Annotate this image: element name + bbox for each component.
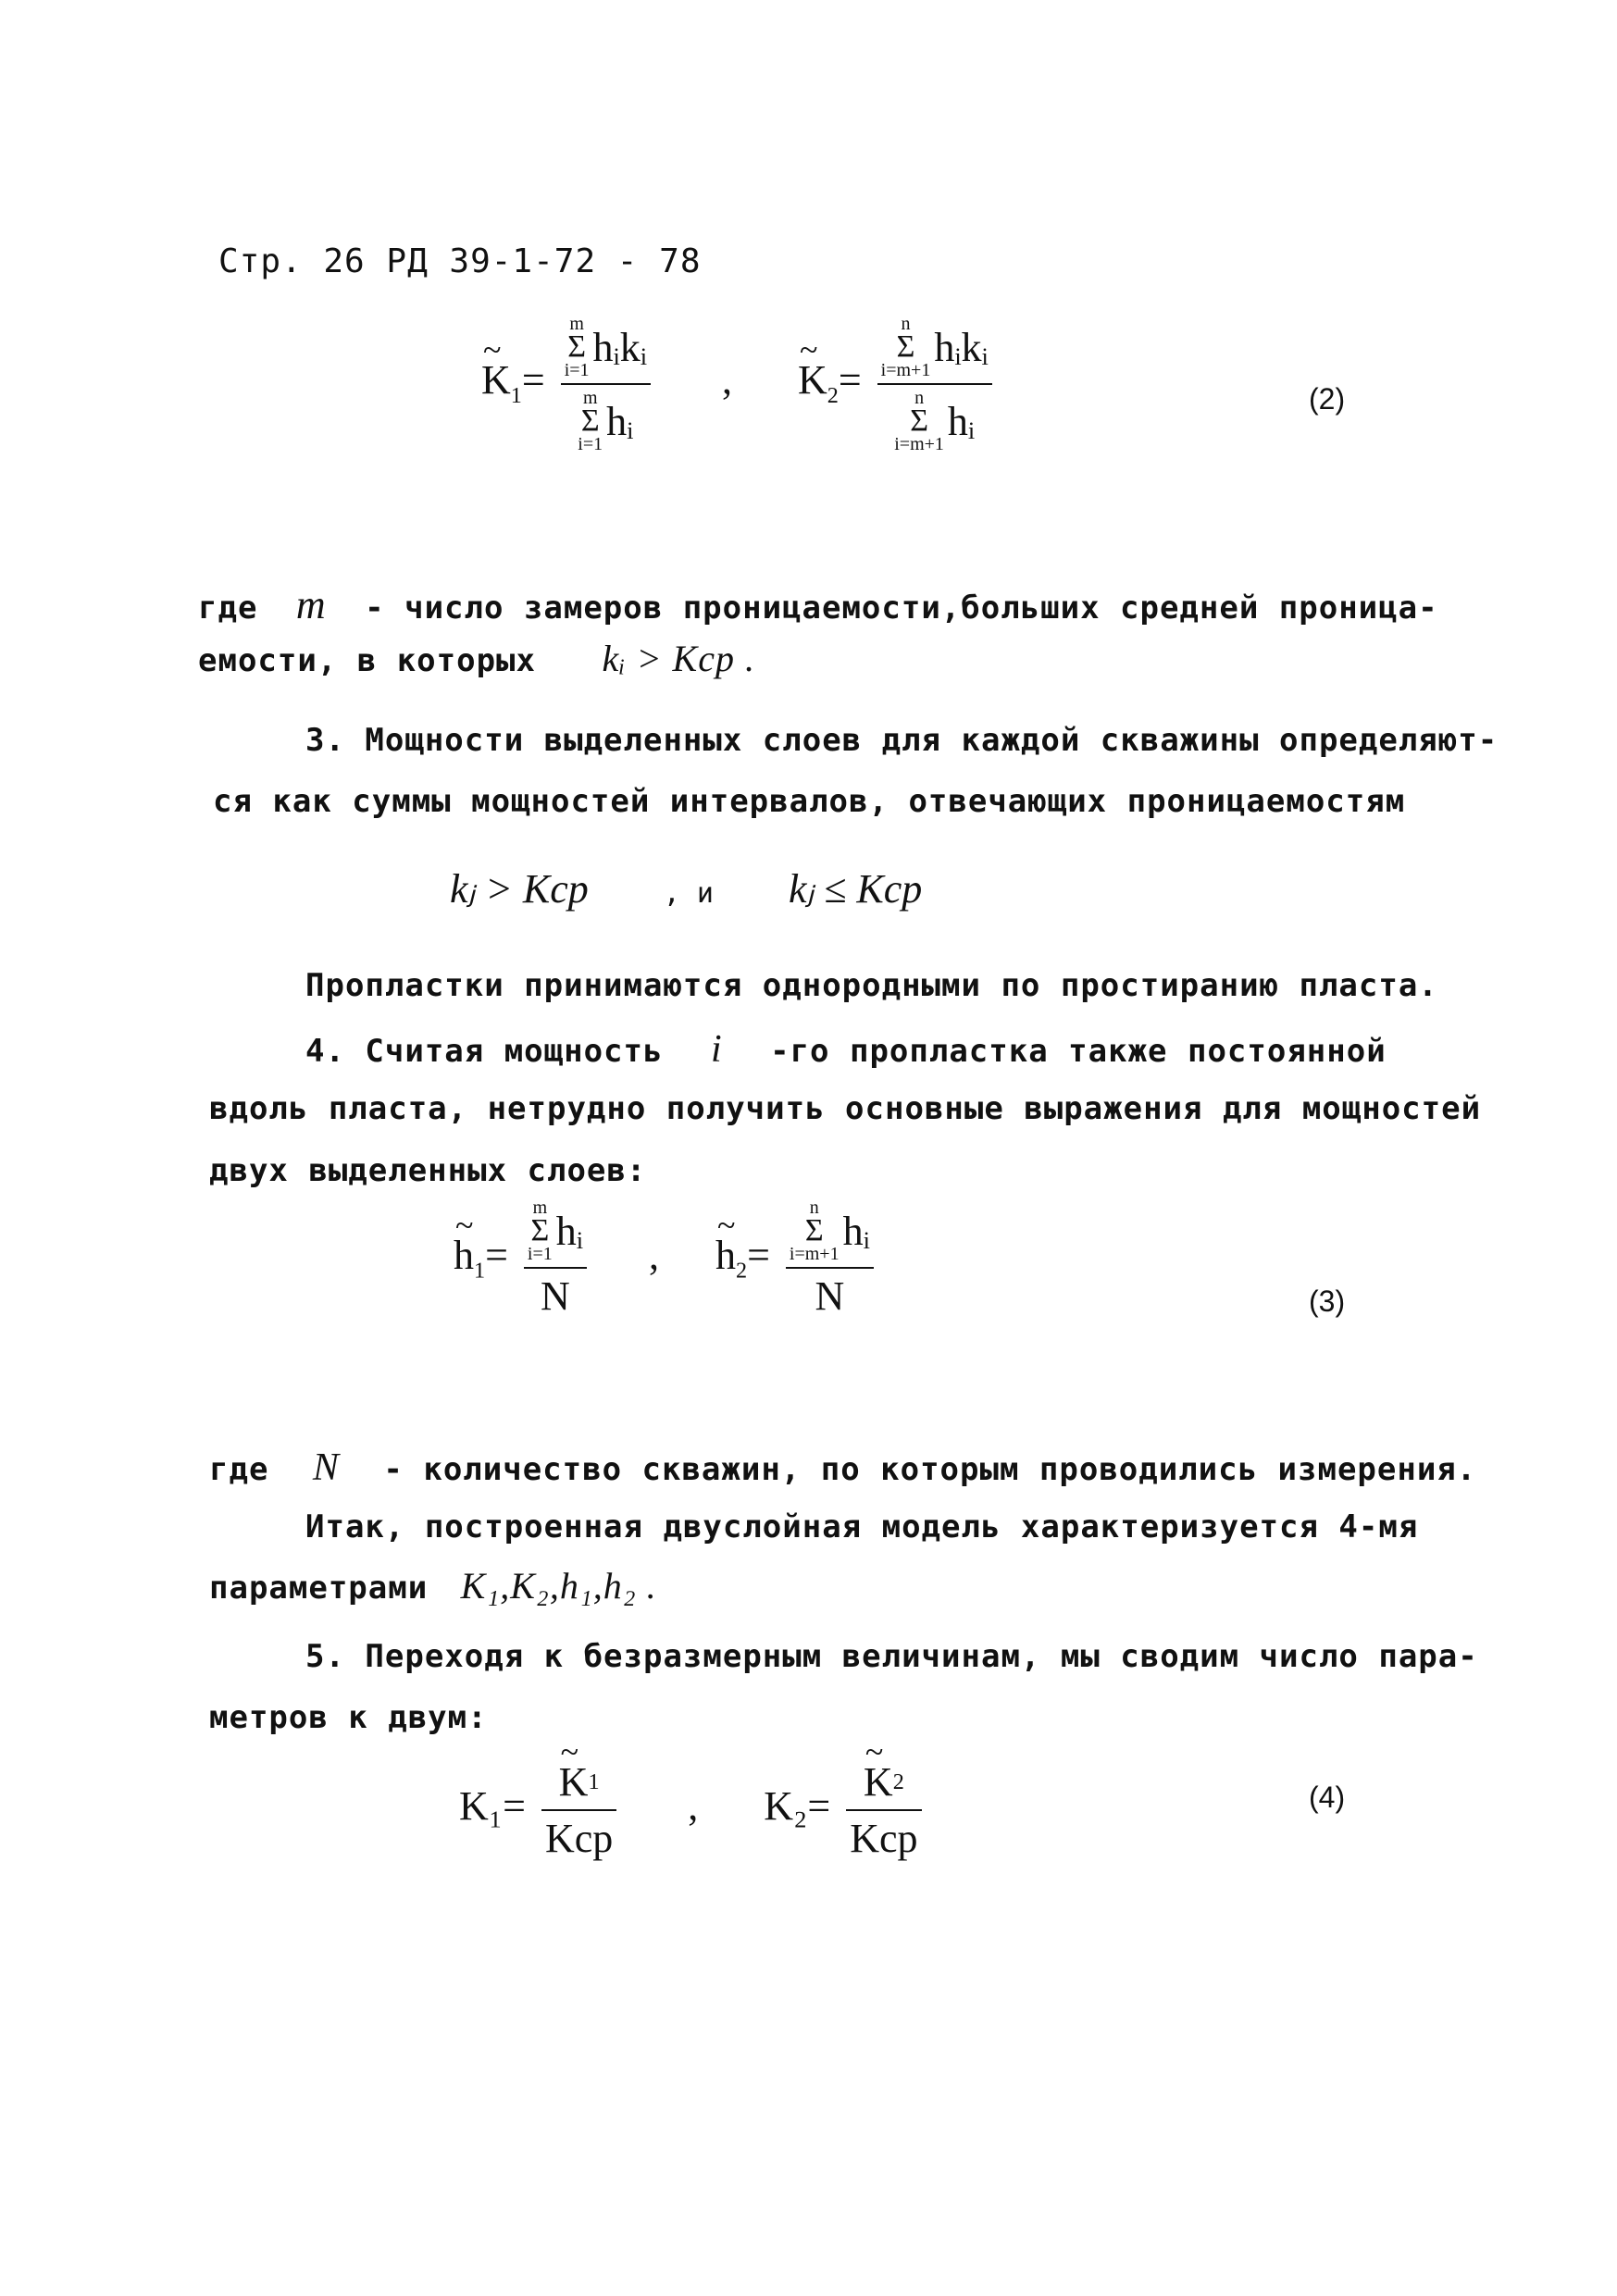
equation-number-3: (3)	[1309, 1285, 1346, 1318]
para3-line1: Пропластки принимаются однородными по простиранию пласта.	[305, 967, 1438, 1004]
para5-line1: 5. Переходя к безразмерным величинам, мы сводим число пара-	[305, 1638, 1478, 1675]
page-header: Стр. 26 РД 39-1-72 - 78	[218, 242, 702, 280]
para3-line2: 4. Считая мощность i -го пропластка также постоянной	[305, 1028, 1387, 1071]
para1-line1: где m - число замеров проницаемости,больших средней проница-	[198, 582, 1438, 627]
para4-line3: параметрами K₁,K₂,h₁,h₂ .	[209, 1565, 657, 1607]
para1-line2: емости, в которых kᵢ > Kср .	[198, 638, 755, 679]
equation-4: K₁= ~ K 1 Kср , K₂= ~ K 2 Kср	[459, 1758, 927, 1862]
equation-number-2: (2)	[1309, 382, 1346, 416]
equation-3: ~ $h_1=$ m Σ i=1 hᵢ N , ~ $h_2=$ n Σ i=m+1 hᵢ N	[454, 1198, 879, 1320]
fraction-h2: n Σ i=m+1 hᵢ N	[786, 1198, 874, 1320]
para2-line1: 3. Мощности выделенных слоев для каждой скважины определяют-	[305, 722, 1499, 759]
para3-line4: двух выделенных слоев:	[209, 1152, 647, 1189]
inequality-line: kⱼ > Kср , и kⱼ ≤ Kср	[450, 866, 923, 912]
equation-number-4: (4)	[1309, 1781, 1346, 1814]
para4-line2: Итак, построенная двуслойная модель характеризуется 4-мя	[305, 1508, 1419, 1545]
fraction-k2-normalized: ~ K 2 Kср	[846, 1758, 921, 1862]
para4-line1: где N - количество скважин, по которым проводились измерения.	[209, 1446, 1477, 1489]
equation-2: ~ $K_1=$ m Σ i=1 hᵢkᵢ m Σ i=1 hᵢ , ~ $K_2=$ n Σ i=m+1 hᵢkᵢ n Σ i=m+1 hᵢ	[481, 315, 998, 453]
fraction-k1-normalized: ~ K 1 Kср	[541, 1758, 616, 1862]
para2-line2: ся как суммы мощностей интервалов, отвечающих проницаемостям	[213, 783, 1406, 820]
para5-line2: метров к двум:	[209, 1699, 488, 1736]
fraction-k2: n Σ i=m+1 hᵢkᵢ n Σ i=m+1 hᵢ	[877, 315, 992, 453]
para3-line3: вдоль пласта, нетрудно получить основные выражения для мощностей	[209, 1090, 1482, 1127]
fraction-k1: m Σ i=1 hᵢkᵢ m Σ i=1 hᵢ	[561, 315, 651, 453]
fraction-h1: m Σ i=1 hᵢ N	[524, 1198, 587, 1320]
